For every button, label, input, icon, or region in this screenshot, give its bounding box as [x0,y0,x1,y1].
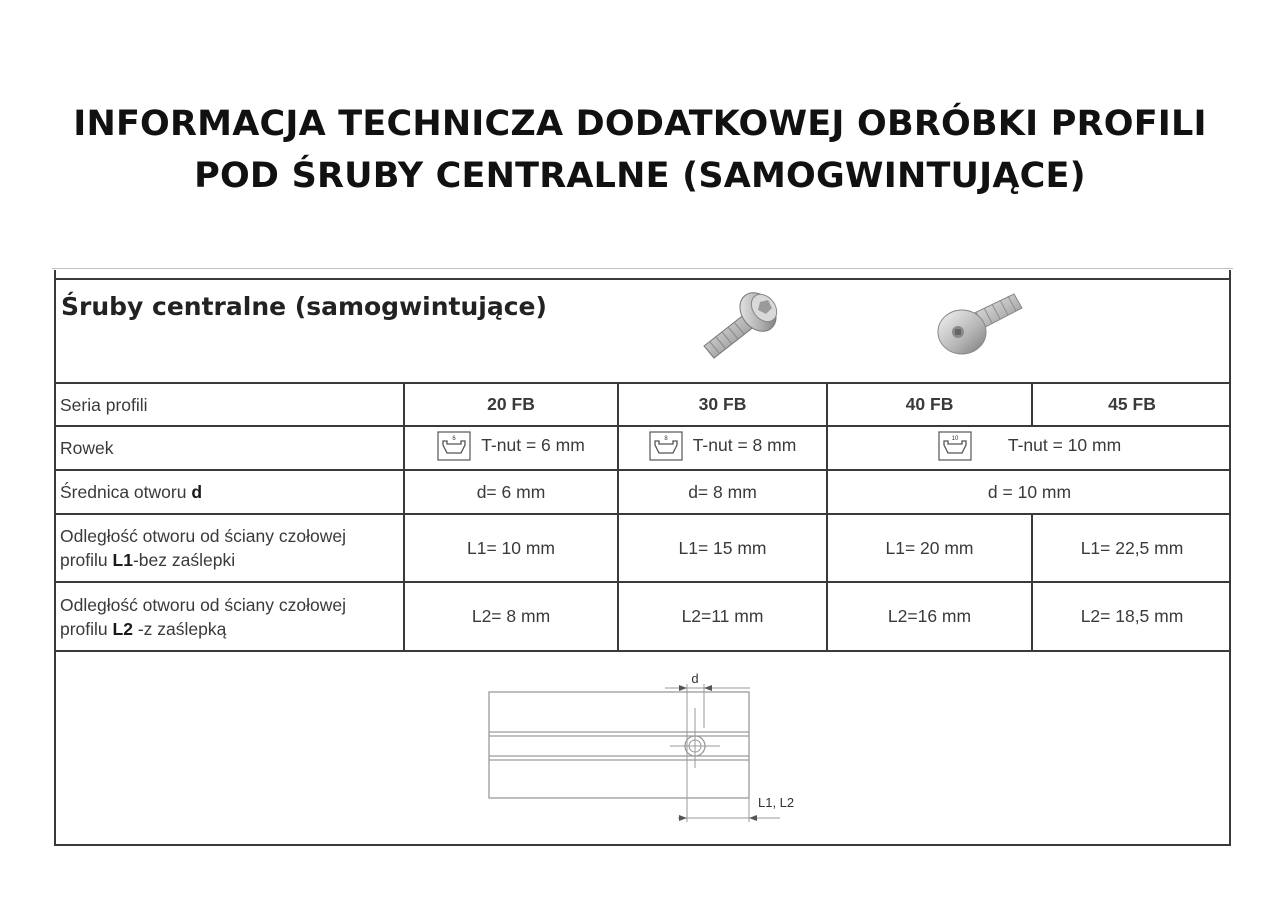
l2-30fb: L2=11 mm [618,582,827,651]
groove-30fb [618,426,827,470]
spec-table [54,382,1231,652]
series-label: Seria profili [54,383,404,426]
groove-20fb [404,426,618,470]
diameter-20fb: d= 6 mm [404,470,618,514]
groove-30fb-value: T-nut = 8 mm [692,435,797,455]
page-title [0,98,1280,202]
dimension-l-label: L1, L2 [758,795,795,810]
diameter-label: Średnica otworu d [54,470,404,514]
top-divider [52,268,1233,269]
button-head-screw-icon [928,288,1028,365]
svg-text:8: 8 [664,435,668,442]
series-45fb: 45 FB [1032,383,1231,426]
groove-label: Rowek [54,426,404,470]
table-row-groove [54,426,1231,470]
l2-40fb: L2=16 mm [827,582,1032,651]
t-slot-6-icon [437,431,471,461]
groove-40-45fb-value: T-nut = 10 mm [1007,435,1122,455]
t-slot-10-icon [938,431,972,461]
l1-40fb: L1= 20 mm [827,514,1032,582]
t-slot-8-icon [649,431,683,461]
page-title-line-1: INFORMACJA TECHNICZA DODATKOWEJ OBRÓBKI PROFILI [73,104,1207,144]
diameter-30fb: d= 8 mm [618,470,827,514]
l1-30fb: L1= 15 mm [618,514,827,582]
l2-20fb: L2= 8 mm [404,582,618,651]
l1-45fb: L1= 22,5 mm [1032,514,1231,582]
dimension-d-label: d [691,671,699,686]
svg-text:6: 6 [452,435,456,442]
series-40fb: 40 FB [827,383,1032,426]
l1-label: Odległość otworu od ściany czołowej profilu L1-bez zaślepki [54,514,404,582]
svg-text:10: 10 [951,435,959,442]
profile-drilling-diagram [480,668,810,833]
table-row-l1 [54,514,1231,582]
table-row-diameter [54,470,1231,514]
l2-45fb: L2= 18,5 mm [1032,582,1231,651]
groove-40-45fb [827,426,1231,470]
flange-bolt-icon [696,288,786,365]
diameter-40-45fb: d = 10 mm [827,470,1231,514]
groove-20fb-value: T-nut = 6 mm [481,435,585,455]
page-title-line-2: POD ŚRUBY CENTRALNE (SAMOGWINTUJĄCE) [194,156,1086,196]
table-row-l2 [54,582,1231,651]
table-row-series [54,383,1231,426]
spec-header-title: Śruby centralne (samogwintujące) [61,292,547,321]
l1-20fb: L1= 10 mm [404,514,618,582]
series-30fb: 30 FB [618,383,827,426]
spec-header [54,278,1231,384]
series-20fb: 20 FB [404,383,618,426]
l2-label: Odległość otworu od ściany czołowej profilu L2 -z zaślepką [54,582,404,651]
